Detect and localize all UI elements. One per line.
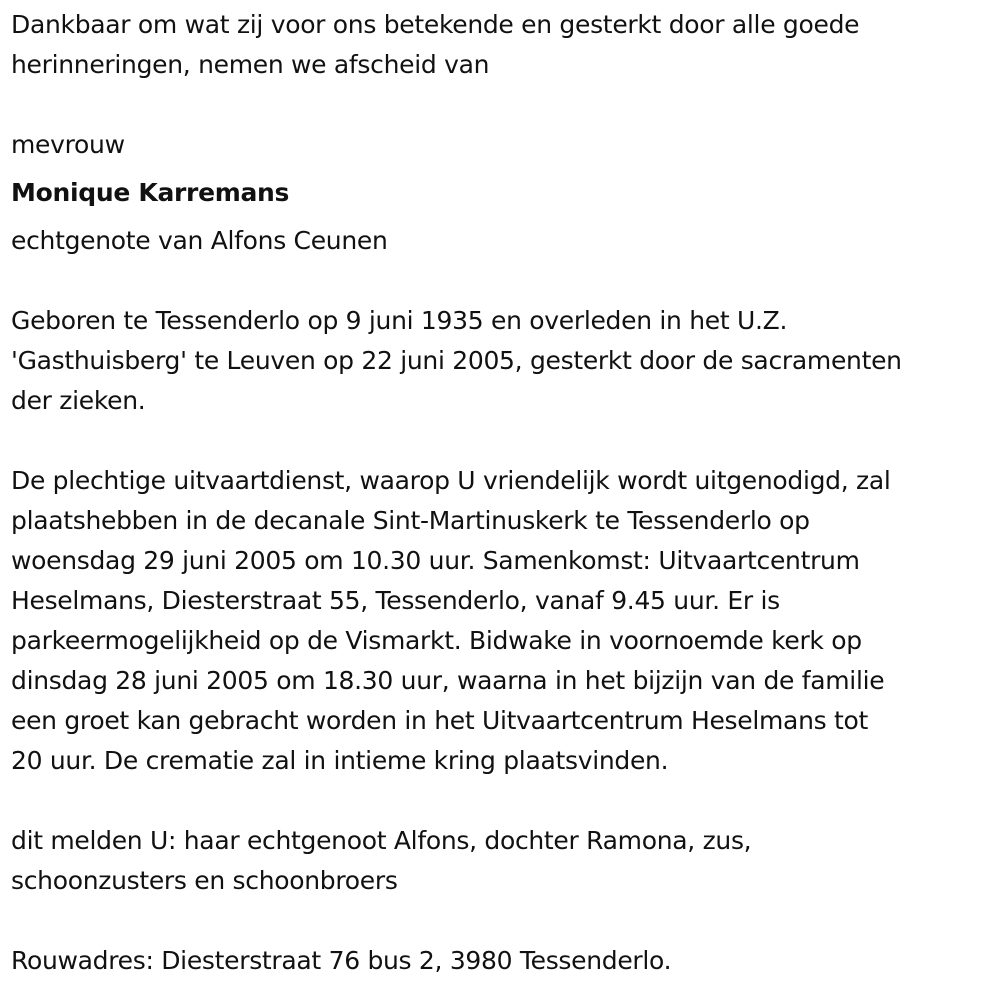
service-line: 20 uur. De crematie zal in intieme kring plaatsvinden. <box>11 746 669 775</box>
service-line: woensdag 29 juni 2005 om 10.30 uur. Samenkomst: Uitvaartcentrum <box>11 546 860 575</box>
service-line: De plechtige uitvaartdienst, waarop U vriendelijk wordt uitgenodigd, zal <box>11 466 891 495</box>
relation: echtgenote van Alfons Ceunen <box>11 226 388 255</box>
service-line: dinsdag 28 juni 2005 om 18.30 uur, waarna in het bijzijn van de familie <box>11 666 885 695</box>
service-line: een groet kan gebracht worden in het Uitvaartcentrum Heselmans tot <box>11 706 868 735</box>
service-line: Heselmans, Diesterstraat 55, Tessenderlo, vanaf 9.45 uur. Er is <box>11 586 780 615</box>
birth-death-line: Geboren te Tessenderlo op 9 juni 1935 en overleden in het U.Z. <box>11 306 788 335</box>
family-line: schoonzusters en schoonbroers <box>11 866 398 895</box>
intro-line: Dankbaar om wat zij voor ons betekende en gesterkt door alle goede <box>11 10 860 39</box>
service-line: plaatshebben in de decanale Sint-Martinuskerk te Tessenderlo op <box>11 506 810 535</box>
mourning-address: Rouwadres: Diesterstraat 76 bus 2, 3980 Tessenderlo. <box>11 946 672 975</box>
birth-death-line: der zieken. <box>11 386 146 415</box>
service-line: parkeermogelijkheid op de Vismarkt. Bidwake in voornoemde kerk op <box>11 626 862 655</box>
deceased-name: Monique Karremans <box>11 178 290 207</box>
birth-death-line: 'Gasthuisberg' te Leuven op 22 juni 2005, gesterkt door de sacramenten <box>11 346 902 375</box>
intro-line: herinneringen, nemen we afscheid van <box>11 50 490 79</box>
title-prefix: mevrouw <box>11 130 125 159</box>
family-line: dit melden U: haar echtgenoot Alfons, dochter Ramona, zus, <box>11 826 752 855</box>
